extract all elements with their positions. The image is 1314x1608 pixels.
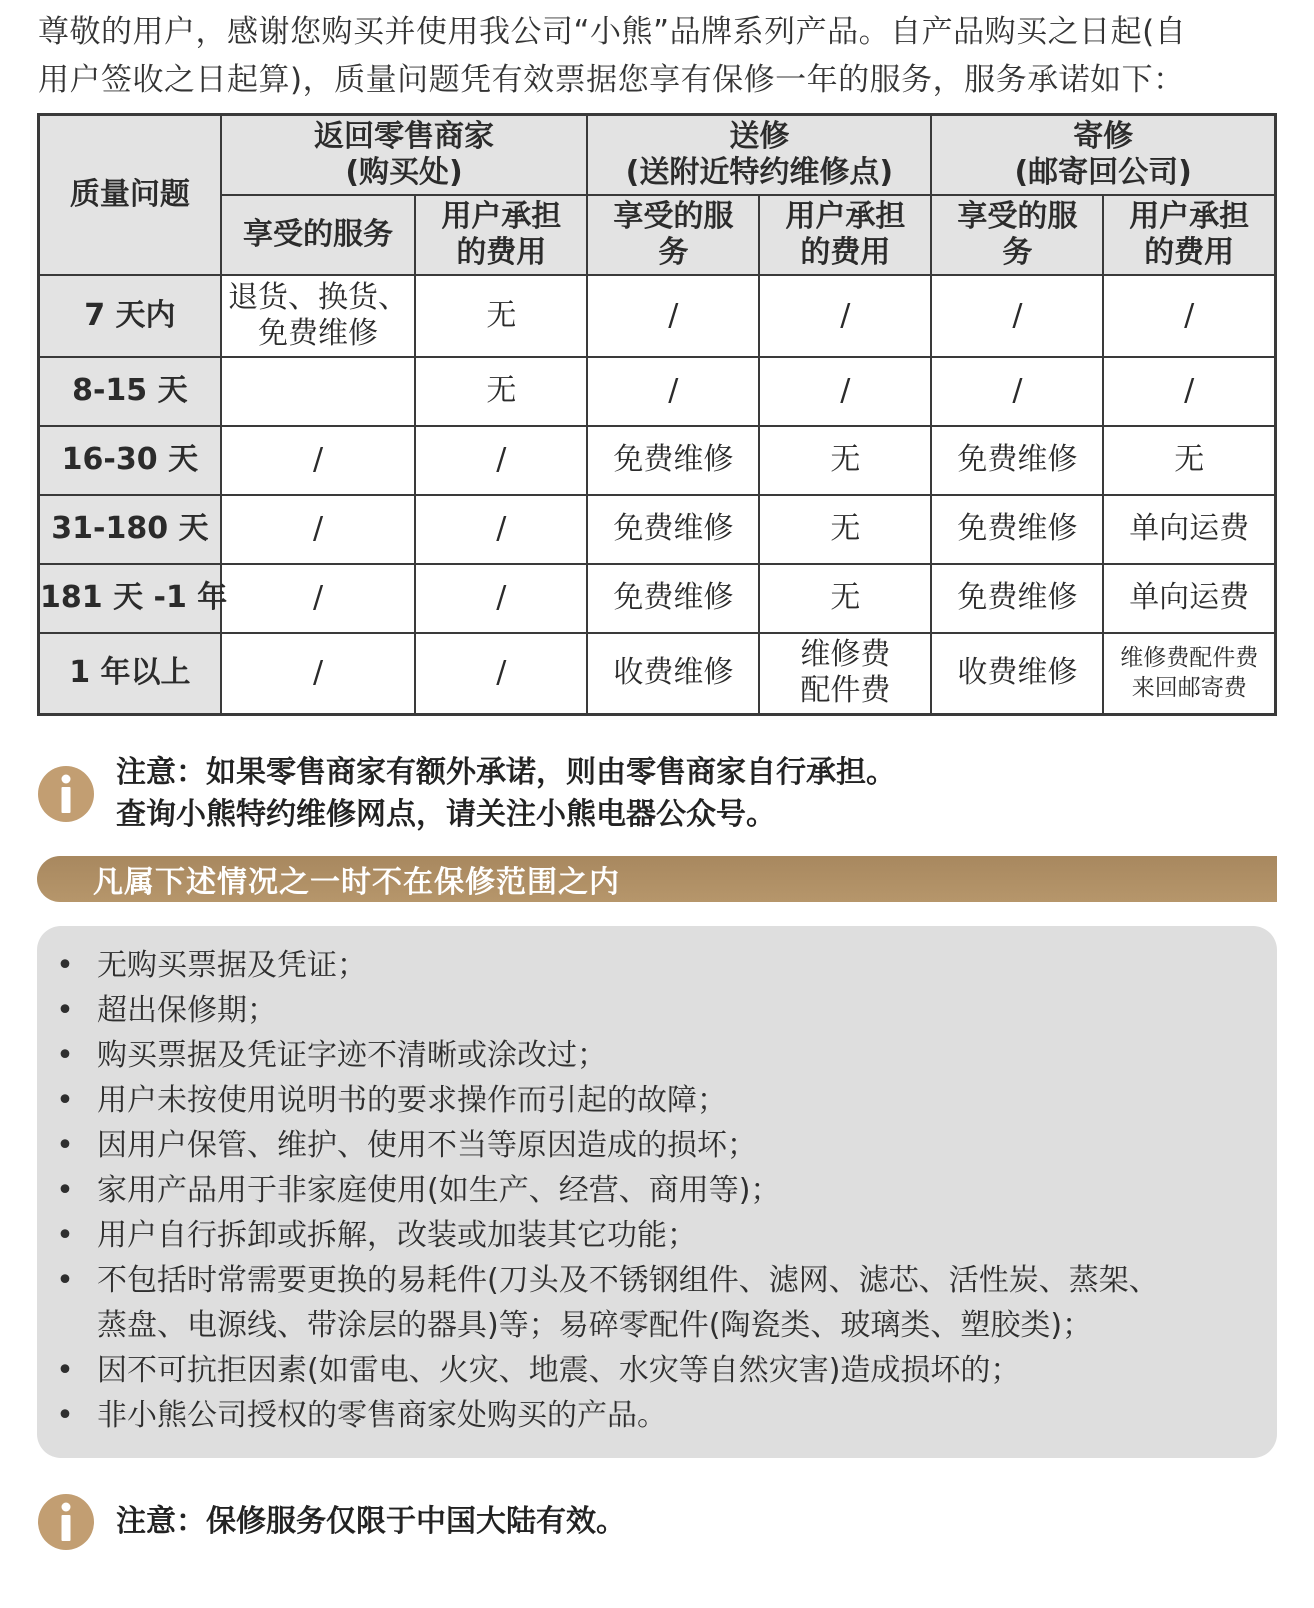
group-header-repair-center: 送修 (送附近特约维修点)	[587, 115, 931, 195]
table-cell	[221, 357, 416, 426]
table-cell: 免费维修	[587, 426, 759, 495]
table-cell: /	[587, 357, 759, 426]
list-item: • 因不可抗拒因素(如雷电、火灾、地震、水灾等自然灾害)造成损坏的；	[56, 1353, 1021, 1388]
table-row	[39, 275, 1276, 357]
table-cell: 无	[759, 564, 931, 633]
row-label: 181 天 -1 年	[39, 564, 221, 633]
subheader-service: 享受的服 务	[587, 195, 759, 275]
banner-label: 凡属下述情况之一时不在保修范围之内	[93, 865, 620, 900]
table-cell: /	[221, 495, 416, 564]
table-cell: 无	[1103, 426, 1275, 495]
subheader-service: 享受的服务	[221, 195, 416, 275]
table-cell: 免费维修	[931, 564, 1103, 633]
table-cell: 无	[759, 495, 931, 564]
intro-line-1: 尊敬的用户，感谢您购买并使用我公司“小熊”品牌系列产品。自产品购买之日起(自	[38, 14, 1187, 50]
table-header-row	[39, 115, 1276, 195]
table-cell: 无	[415, 275, 587, 357]
row-label: 7 天内	[39, 275, 221, 357]
corner-header: 质量问题	[39, 115, 221, 275]
list-item: • 用户未按使用说明书的要求操作而引起的故障；	[56, 1083, 727, 1118]
table-cell: /	[931, 357, 1103, 426]
note-line-2: 查询小熊特约维修网点，请关注小熊电器公众号。	[116, 797, 776, 832]
table-cell: 维修费配件费 来回邮寄费	[1103, 633, 1275, 715]
note-line-1: 注意：保修服务仅限于中国大陆有效。	[116, 1504, 626, 1539]
row-label: 8-15 天	[39, 357, 221, 426]
table-cell: /	[221, 564, 416, 633]
row-label: 1 年以上	[39, 633, 221, 715]
note-text	[116, 752, 896, 836]
list-item: • 用户自行拆卸或拆解，改装或加装其它功能；	[56, 1218, 697, 1253]
retailer-note	[38, 752, 896, 836]
table-cell: /	[221, 633, 416, 715]
table-subheader-row	[39, 195, 1276, 275]
note-text	[116, 1501, 626, 1543]
intro-line-2: 用户签收之日起算)，质量问题凭有效票据您享有保修一年的服务，服务承诺如下：	[38, 62, 1185, 98]
table-cell: 无	[415, 357, 587, 426]
table-cell: 无	[759, 426, 931, 495]
list-item: • 购买票据及凭证字迹不清晰或涂改过；	[56, 1038, 607, 1073]
row-label: 16-30 天	[39, 426, 221, 495]
table-cell: 收费维修	[587, 633, 759, 715]
table-row	[39, 633, 1276, 715]
subheader-user-cost: 用户承担 的费用	[415, 195, 587, 275]
table-cell: 收费维修	[931, 633, 1103, 715]
list-item: • 超出保修期；	[56, 993, 277, 1028]
list-item: • 非小熊公司授权的零售商家处购买的产品。	[56, 1398, 667, 1433]
list-item: • 家用产品用于非家庭使用(如生产、经营、商用等)；	[56, 1173, 781, 1208]
table-cell: 免费维修	[587, 495, 759, 564]
subheader-service: 享受的服 务	[931, 195, 1103, 275]
note-line-1: 注意：如果零售商家有额外承诺，则由零售商家自行承担。	[116, 755, 896, 790]
table-cell: 单向运费	[1103, 564, 1275, 633]
exclusions-panel	[37, 926, 1277, 1458]
list-item: • 因用户保管、维护、使用不当等原因造成的损坏；	[56, 1128, 757, 1163]
table-cell: /	[759, 357, 931, 426]
list-item: • 无购买票据及凭证；	[56, 948, 367, 983]
info-icon	[38, 1494, 94, 1550]
region-note	[38, 1494, 626, 1550]
table-cell: /	[415, 633, 587, 715]
table-cell: /	[759, 275, 931, 357]
intro-paragraph	[38, 8, 1278, 104]
info-icon	[38, 766, 94, 822]
table-cell: /	[587, 275, 759, 357]
table-row	[39, 426, 1276, 495]
table-row	[39, 495, 1276, 564]
table-cell: 维修费 配件费	[759, 633, 931, 715]
table-cell: /	[221, 426, 416, 495]
table-cell: /	[931, 275, 1103, 357]
subheader-user-cost: 用户承担 的费用	[1103, 195, 1275, 275]
warranty-table	[37, 113, 1277, 716]
section-banner	[37, 856, 1277, 902]
table-row	[39, 564, 1276, 633]
subheader-user-cost: 用户承担 的费用	[759, 195, 931, 275]
table-cell: 退货、换货、 免费维修	[221, 275, 416, 357]
group-header-mail-in: 寄修 (邮寄回公司)	[931, 115, 1275, 195]
table-cell: 免费维修	[931, 426, 1103, 495]
table-cell: /	[415, 564, 587, 633]
table-row	[39, 357, 1276, 426]
table-cell: /	[415, 426, 587, 495]
row-label: 31-180 天	[39, 495, 221, 564]
table-cell: 免费维修	[587, 564, 759, 633]
exclusions-list	[37, 943, 1277, 1438]
list-item: • 不包括时常需要更换的易耗件(刀头及不锈钢组件、滤网、滤芯、活性炭、蒸架、 蒸盘、电源线、带涂层的器具)等；易碎零配件(陶瓷类、玻璃类、塑胶类)；	[56, 1263, 1159, 1343]
table-cell: /	[1103, 275, 1275, 357]
table-cell: /	[1103, 357, 1275, 426]
table-cell: 免费维修	[931, 495, 1103, 564]
group-header-retailer: 返回零售商家 (购买处)	[221, 115, 588, 195]
table-cell: 单向运费	[1103, 495, 1275, 564]
table-cell: /	[415, 495, 587, 564]
